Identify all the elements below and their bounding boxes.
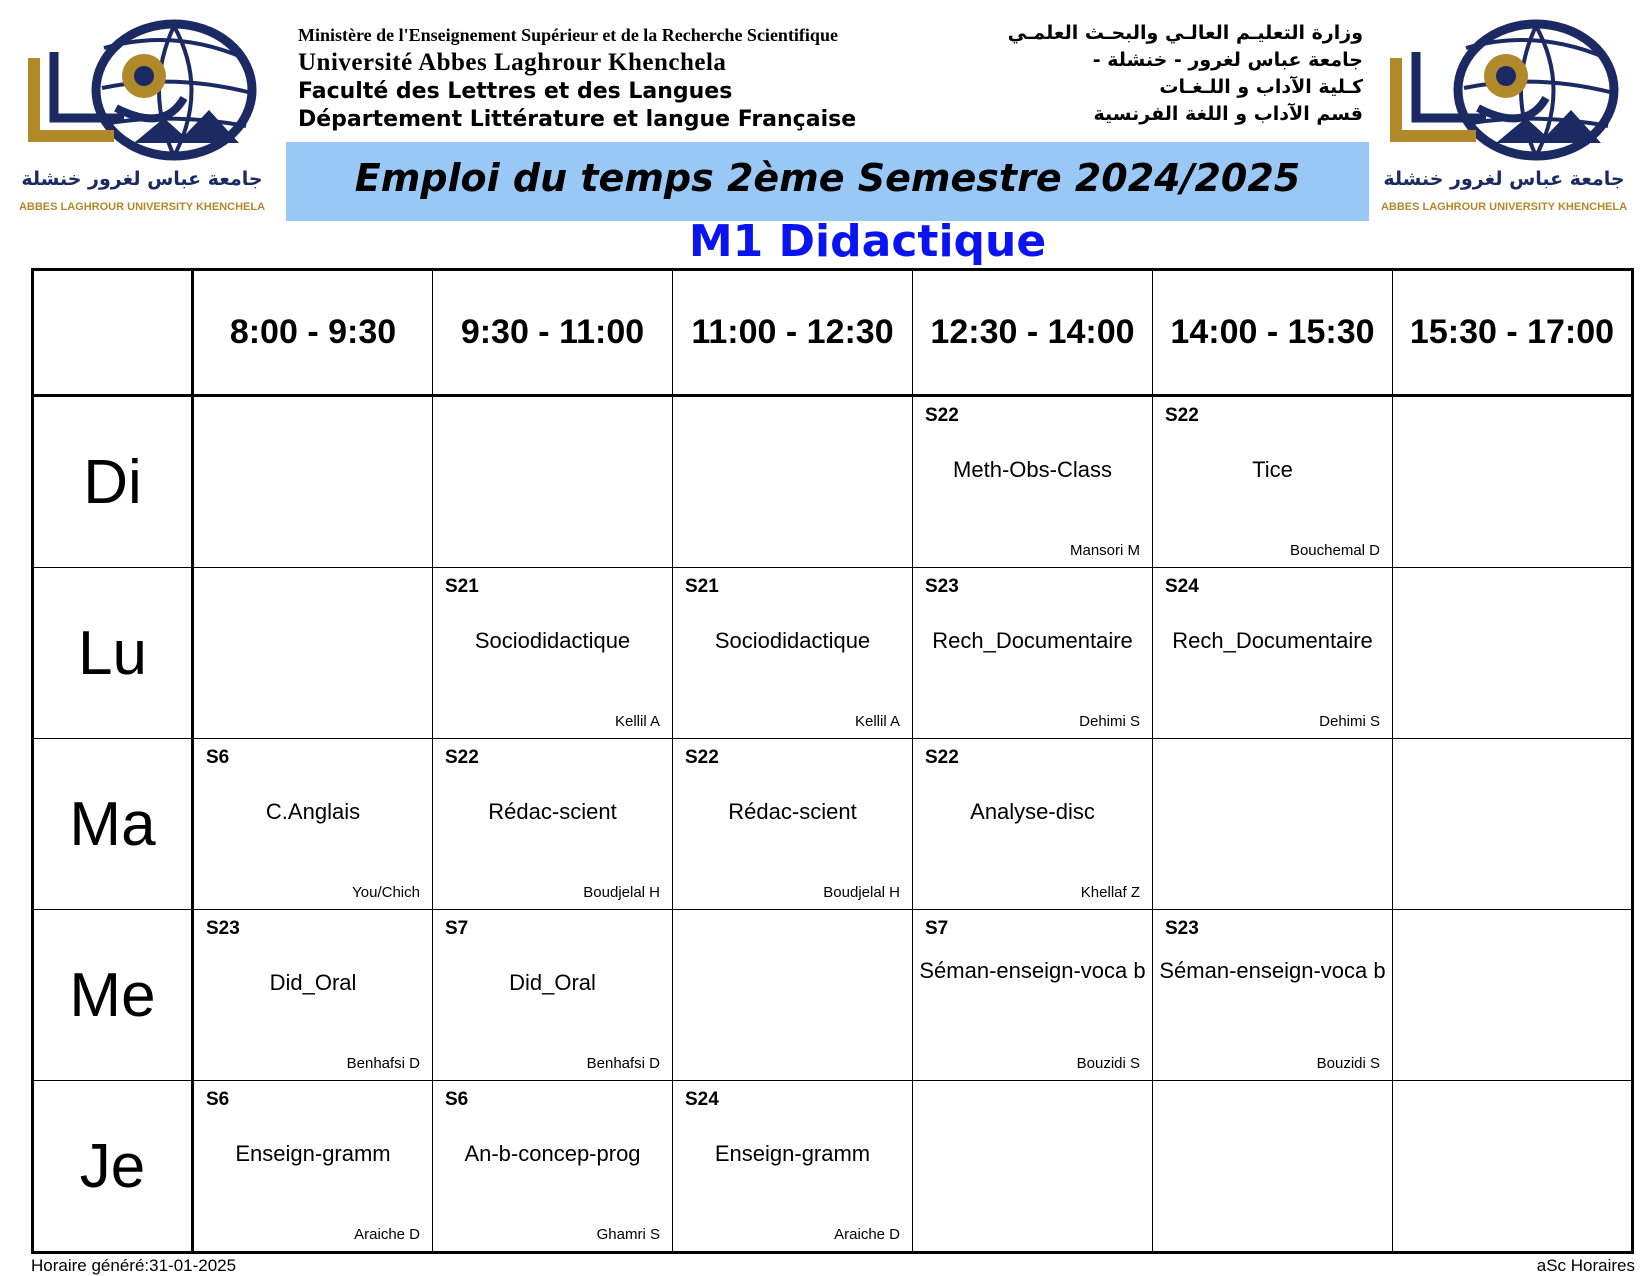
session-cell bbox=[673, 568, 913, 739]
teacher-label: Mansori M bbox=[1069, 542, 1140, 559]
day-label: Me bbox=[33, 910, 193, 1081]
day-row bbox=[33, 568, 1633, 739]
session-cell bbox=[433, 1081, 673, 1253]
subject-label: Tice bbox=[1252, 457, 1293, 482]
header-arabic bbox=[980, 20, 1363, 128]
teacher-label: Benhafsi D bbox=[586, 1055, 660, 1072]
teacher-label: Araiche D bbox=[354, 1226, 420, 1243]
ministry-fr: Ministère de l'Enseignement Supérieur et de la Recherche Scientifique bbox=[298, 25, 838, 45]
university-emblem-icon bbox=[24, 18, 260, 168]
subject-label: Séman-enseign-voca b bbox=[919, 958, 1146, 983]
day-label: Je bbox=[33, 1081, 193, 1253]
session-cell bbox=[193, 739, 433, 910]
header-french bbox=[298, 22, 938, 134]
banner-title: Emploi du temps 2ème Semestre 2024/2025 bbox=[354, 156, 1301, 200]
empty-cell bbox=[913, 1081, 1153, 1253]
teacher-label: Khellaf Z bbox=[1080, 884, 1140, 901]
room-label: S6 bbox=[206, 747, 230, 768]
session-cell bbox=[433, 568, 673, 739]
subject-label: Did_Oral bbox=[269, 970, 357, 995]
subject-label: Rech_Documentaire bbox=[1172, 628, 1373, 653]
university-ar: جامعة عباس لغرور - خنشلة - bbox=[1092, 49, 1363, 71]
university-logo-left bbox=[6, 18, 278, 223]
class-subtitle: M1 Didactique bbox=[688, 216, 1047, 267]
empty-cell bbox=[1393, 1081, 1633, 1253]
subject-label: Séman-enseign-voca b bbox=[1159, 958, 1386, 983]
teacher-label: Dehimi S bbox=[1079, 713, 1140, 730]
empty-cell bbox=[1393, 910, 1633, 1081]
session-cell bbox=[1153, 910, 1393, 1081]
session-cell bbox=[1153, 396, 1393, 568]
empty-cell bbox=[193, 568, 433, 739]
room-label: S23 bbox=[1165, 918, 1199, 939]
generated-date: Horaire généré:31-01-2025 bbox=[31, 1256, 237, 1275]
teacher-label: Bouchemal D bbox=[1289, 542, 1380, 559]
teacher-label: Benhafsi D bbox=[346, 1055, 420, 1072]
room-label: S24 bbox=[1165, 576, 1199, 597]
title-banner bbox=[286, 142, 1369, 221]
time-slot-header: 11:00 - 12:30 bbox=[673, 270, 913, 396]
teacher-label: Bouzidi S bbox=[1076, 1055, 1140, 1072]
faculty-ar: كـلية الآداب و اللـغـات bbox=[1159, 76, 1363, 98]
day-label: Lu bbox=[33, 568, 193, 739]
room-label: S6 bbox=[445, 1089, 469, 1110]
subject-label: C.Anglais bbox=[265, 799, 361, 824]
session-cell bbox=[673, 739, 913, 910]
teacher-label: Boudjelal H bbox=[823, 884, 900, 901]
time-slot-header: 15:30 - 17:00 bbox=[1393, 270, 1633, 396]
subject-label: Enseign-gramm bbox=[714, 1141, 871, 1166]
day-label: Di bbox=[33, 396, 193, 568]
room-label: S22 bbox=[685, 747, 719, 768]
logo-latin-name: ABBES LAGHROUR UNIVERSITY KHENCHELA bbox=[1380, 201, 1628, 213]
empty-cell bbox=[193, 396, 433, 568]
teacher-label: Ghamri S bbox=[596, 1226, 660, 1243]
room-label: S21 bbox=[685, 576, 719, 597]
room-label: S23 bbox=[925, 576, 959, 597]
empty-cell bbox=[1153, 739, 1393, 910]
teacher-label: Araiche D bbox=[834, 1226, 900, 1243]
subject-label: Rédac-scient bbox=[728, 799, 857, 824]
session-cell bbox=[913, 396, 1153, 568]
room-label: S22 bbox=[445, 747, 479, 768]
empty-cell bbox=[433, 396, 673, 568]
session-cell bbox=[433, 739, 673, 910]
room-label: S22 bbox=[925, 747, 959, 768]
faculty-fr: Faculté des Lettres et des Langues bbox=[298, 79, 733, 104]
empty-cell bbox=[673, 910, 913, 1081]
ministry-ar: وزارة التعليـم العالـي والبحـث العلمـي bbox=[1007, 22, 1363, 44]
day-row bbox=[33, 739, 1633, 910]
timetable bbox=[31, 268, 1634, 1254]
logo-latin-name: ABBES LAGHROUR UNIVERSITY KHENCHELA bbox=[18, 201, 266, 213]
subject-label: Rédac-scient bbox=[488, 799, 617, 824]
university-fr: Université Abbes Laghrour Khenchela bbox=[298, 49, 727, 76]
subject-label: An-b-concep-prog bbox=[464, 1141, 641, 1166]
empty-cell bbox=[1393, 568, 1633, 739]
timetable-header-row bbox=[33, 270, 1633, 396]
logo-arabic-name: جامعة عباس لغرور خنشلة bbox=[1383, 168, 1625, 190]
day-row bbox=[33, 1081, 1633, 1253]
room-label: S24 bbox=[685, 1089, 719, 1110]
empty-cell bbox=[673, 396, 913, 568]
subject-label: Analyse-disc bbox=[970, 799, 1095, 824]
subject-label: Enseign-gramm bbox=[235, 1141, 391, 1166]
session-cell bbox=[193, 1081, 433, 1253]
session-cell bbox=[913, 910, 1153, 1081]
day-label: Ma bbox=[33, 739, 193, 910]
room-label: S6 bbox=[206, 1089, 230, 1110]
room-label: S7 bbox=[445, 918, 469, 939]
department-ar: قسم الآداب و اللغة الفرنسية bbox=[1093, 103, 1363, 125]
department-fr: Département Littérature et langue Française bbox=[298, 107, 857, 132]
subject-label: Did_Oral bbox=[509, 970, 596, 995]
subject-label: Sociodidactique bbox=[474, 628, 631, 653]
session-cell bbox=[433, 910, 673, 1081]
empty-cell bbox=[1153, 1081, 1393, 1253]
session-cell bbox=[913, 739, 1153, 910]
day-row bbox=[33, 396, 1633, 568]
session-cell bbox=[913, 568, 1153, 739]
university-logo-right bbox=[1368, 18, 1640, 223]
room-label: S21 bbox=[445, 576, 479, 597]
teacher-label: Kellil A bbox=[854, 713, 900, 730]
time-slot-header: 8:00 - 9:30 bbox=[193, 270, 433, 396]
room-label: S7 bbox=[925, 918, 949, 939]
subject-label: Meth-Obs-Class bbox=[953, 457, 1112, 482]
room-label: S22 bbox=[925, 405, 959, 426]
teacher-label: Dehimi S bbox=[1319, 713, 1380, 730]
room-label: S23 bbox=[206, 918, 240, 939]
time-slot-header: 14:00 - 15:30 bbox=[1153, 270, 1393, 396]
session-cell bbox=[1153, 568, 1393, 739]
software-credit: aSc Horaires bbox=[1536, 1256, 1635, 1275]
session-cell bbox=[673, 1081, 913, 1253]
session-cell bbox=[193, 910, 433, 1081]
day-row bbox=[33, 910, 1633, 1081]
teacher-label: Bouzidi S bbox=[1316, 1055, 1380, 1072]
teacher-label: Kellil A bbox=[614, 713, 660, 730]
teacher-label: You/Chich bbox=[352, 884, 420, 901]
empty-cell bbox=[1393, 739, 1633, 910]
corner-cell bbox=[33, 270, 193, 396]
empty-cell bbox=[1393, 396, 1633, 568]
subject-label: Rech_Documentaire bbox=[932, 628, 1133, 653]
university-emblem-icon bbox=[1386, 18, 1622, 168]
time-slot-header: 9:30 - 11:00 bbox=[433, 270, 673, 396]
logo-arabic-name: جامعة عباس لغرور خنشلة bbox=[21, 168, 263, 190]
subject-label: Sociodidactique bbox=[714, 628, 871, 653]
teacher-label: Boudjelal H bbox=[583, 884, 660, 901]
room-label: S22 bbox=[1165, 405, 1199, 426]
time-slot-header: 12:30 - 14:00 bbox=[913, 270, 1153, 396]
